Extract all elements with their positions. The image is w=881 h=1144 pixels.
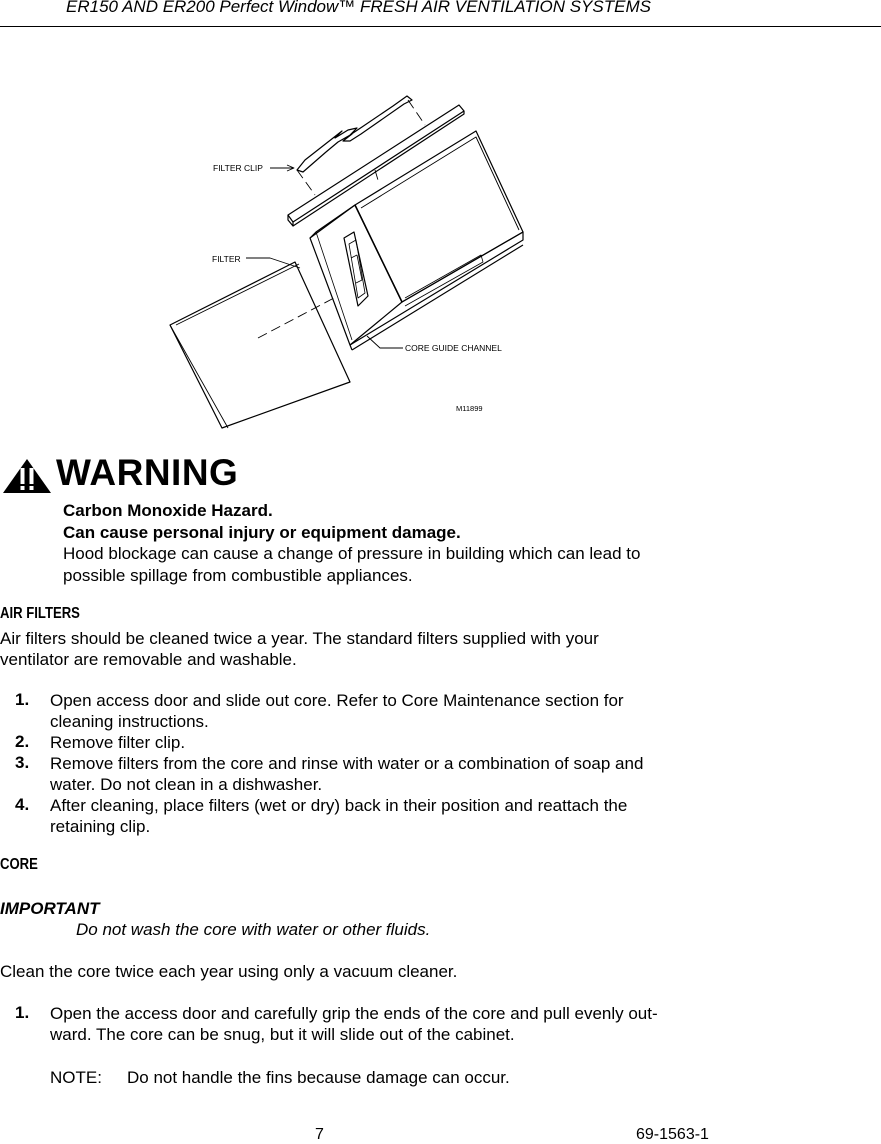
header-divider xyxy=(0,26,881,27)
filter-core-diagram xyxy=(160,90,540,430)
document-number: 69-1563-1 xyxy=(636,1126,709,1143)
warning-text-line2: possible spillage from combustible appliances. xyxy=(63,565,413,585)
step-line: water. Do not clean in a dishwasher. xyxy=(50,775,323,794)
callout-filter: FILTER xyxy=(212,254,241,264)
important-text: Do not wash the core with water or other fluids. xyxy=(76,920,431,939)
step-line: Open access door and slide out core. Refer to Core Maintenance section for xyxy=(50,691,624,710)
step-line: Remove filters from the core and rinse with water or a combination of soap and xyxy=(50,754,644,773)
page-number: 7 xyxy=(315,1126,324,1143)
step-line: ward. The core can be snug, but it will slide out of the cabinet. xyxy=(50,1025,515,1044)
air-filters-step-1 xyxy=(50,690,720,732)
filter-clip-wire xyxy=(297,96,412,172)
note-text: Do not handle the fins because damage can occur. xyxy=(127,1068,510,1087)
callout-filter-clip: FILTER CLIP xyxy=(213,163,263,173)
air-filters-step-3 xyxy=(50,753,720,795)
filter-clip-bar xyxy=(288,105,464,222)
step-number: 2. xyxy=(15,732,30,751)
step-line: cleaning instructions. xyxy=(50,712,209,731)
step-line: Open the access door and carefully grip the ends of the core and pull evenly out- xyxy=(50,1004,658,1023)
air-filters-intro-line2: ventilator are removable and washable. xyxy=(0,650,297,669)
core-intro: Clean the core twice each year using only a vacuum cleaner. xyxy=(0,962,458,981)
callout-core-guide-channel: CORE GUIDE CHANNEL xyxy=(405,343,502,353)
step-number: 1. xyxy=(15,690,30,709)
note-label: NOTE: xyxy=(50,1068,102,1087)
core-body xyxy=(355,131,523,302)
warning-consequence: Can cause personal injury or equipment damage. xyxy=(63,522,461,542)
air-filters-intro-line1: Air filters should be cleaned twice a year. The standard filters supplied with your xyxy=(0,629,599,648)
warning-title: WARNING xyxy=(56,452,239,493)
warning-triangle-icon xyxy=(2,458,52,494)
core-step-1 xyxy=(50,1003,720,1045)
page-header-title: ER150 AND ER200 Perfect Window™ FRESH AIR VENTILATION SYSTEMS xyxy=(66,0,651,16)
warning-text-line1: Hood blockage can cause a change of pressure in building which can lead to xyxy=(63,544,641,563)
air-filters-heading: AIR FILTERS xyxy=(0,605,80,622)
warning-hazard: Carbon Monoxide Hazard. xyxy=(63,501,273,520)
important-label: IMPORTANT xyxy=(0,899,100,918)
core-heading: CORE xyxy=(0,856,38,873)
step-number: 4. xyxy=(15,795,30,814)
air-filters-step-4 xyxy=(50,795,720,837)
core-handle xyxy=(344,232,368,306)
step-line: Remove filter clip. xyxy=(50,733,186,752)
step-line: retaining clip. xyxy=(50,817,151,836)
step-line: After cleaning, place filters (wet or dry) back in their position and reattach the xyxy=(50,796,628,815)
filter-panel xyxy=(170,262,350,428)
warning-body xyxy=(63,500,640,586)
air-filters-step-2 xyxy=(50,732,720,753)
air-filters-intro xyxy=(0,628,599,670)
step-number: 3. xyxy=(15,753,30,772)
step-number: 1. xyxy=(15,1003,30,1022)
figure-id: M11899 xyxy=(456,404,483,413)
